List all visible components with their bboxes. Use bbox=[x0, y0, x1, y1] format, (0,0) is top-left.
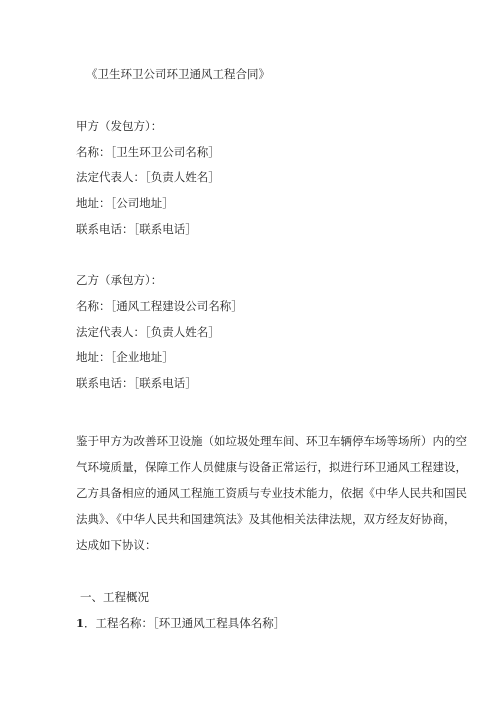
preamble-line: 法典》、《中华人民共和国建筑法》及其他相关法律法规，双方经友好协商， bbox=[76, 512, 456, 526]
party-a-address: 地址：［公司地址］ bbox=[76, 196, 174, 210]
document-title: 《卫生环卫公司环卫通风工程合同》 bbox=[86, 67, 270, 81]
party-a-legal-rep: 法定代表人：［负责人姓名］ bbox=[76, 170, 220, 184]
section-heading: 一、工程概况 bbox=[80, 590, 149, 604]
preamble-line: 气环境质量，保障工作人员健康与设备正常运行，拟进行环卫通风工程建设， bbox=[76, 460, 467, 474]
clause-item bbox=[76, 616, 285, 630]
party-b-legal-rep: 法定代表人：［负责人姓名］ bbox=[76, 325, 220, 339]
preamble-line: 乙方具备相应的通风工程施工资质与专业技术能力，依据《中华人民共和国民 bbox=[76, 486, 467, 500]
party-b-heading: 乙方（承包方）： bbox=[76, 273, 163, 287]
clause-number: 1 bbox=[76, 616, 85, 630]
party-a-name: 名称：［卫生环卫公司名称］ bbox=[76, 145, 220, 159]
preamble-line: 达成如下协议： bbox=[76, 538, 157, 552]
preamble-line: 鉴于甲方为改善环卫设施（如垃圾处理车间、环卫车辆停车场等场所）内的空 bbox=[76, 434, 467, 448]
party-a-phone: 联系电话：［联系电话］ bbox=[76, 222, 197, 236]
party-b-address: 地址：［企业地址］ bbox=[76, 350, 174, 364]
party-b-name: 名称：［通风工程建设公司名称］ bbox=[76, 299, 243, 313]
party-a-heading: 甲方（发包方）： bbox=[76, 119, 163, 133]
party-b-phone: 联系电话：［联系电话］ bbox=[76, 376, 197, 390]
clause-text: ．工程名称：［环卫通风工程具体名称］ bbox=[84, 616, 286, 630]
